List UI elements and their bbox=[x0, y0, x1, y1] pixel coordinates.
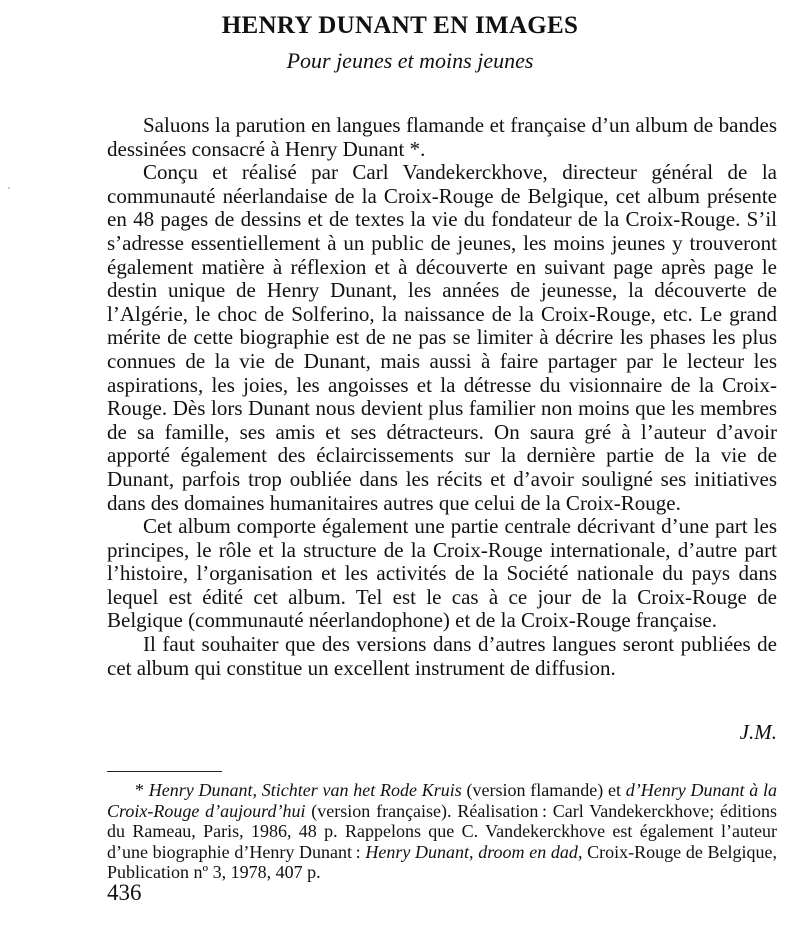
scan-speck bbox=[8, 187, 10, 189]
footnote bbox=[107, 780, 777, 883]
paragraph: Il faut souhaiter que des versions dans d’autres langues seront publiées de cet album qui constitue un excellent instrument de diffusion. bbox=[107, 632, 777, 680]
footnote-text bbox=[107, 780, 777, 883]
footnote-title: Henry Dunant, Stichter van het Rode Kruis bbox=[148, 780, 462, 800]
page-number: 436 bbox=[107, 880, 142, 905]
article-body bbox=[107, 114, 777, 680]
footnote-span: , Croix-Rouge de Belgique, Publication nº 3, 1978, 407 p. bbox=[107, 841, 777, 882]
footnote-title: d’Henry Dunant à la Croix-Rouge d’aujourd’hui bbox=[107, 780, 778, 821]
footnote-divider bbox=[107, 771, 222, 772]
footnote-span: (version française). Réalisation : Carl Vandekerckhove; éditions du Rameau, Paris, 1986, 48 p. Rappelons que C. Vandekerckhove est également l’auteur d’une biographie d’Henry Dunant : bbox=[107, 800, 778, 862]
paragraph: Conçu et réalisé par Carl Vandekerckhove, directeur général de la communauté néerlandaise de la Croix-Rouge de Belgique, cet album présente en 48 pages de dessins et de textes la vie du fondateur de la Croix-Rouge. S’il s’adresse essentiellement à un public de jeunes, les moins jeunes y trouveront également matière à réflexion et à découverte en suivant page après page le destin unique de Henry Dunant, les années de jeunesse, la découverte de l’Algérie, le choc de Solferino, la naissance de la Croix-Rouge, etc. Le grand mérite de cette biographie est de ne pas se limiter à décrire les phases les plus connues de la vie de Dunant, mais aussi à faire partager par le lecteur les aspirations, les joies, les angoisses et la détresse du visionnaire de la Croix-Rouge. Dès lors Dunant nous devient plus familier non moins que les membres de sa famille, ses amis et ses détracteurs. On saura gré à l’auteur d’avoir apporté également des éclaircissements sur la dernière partie de la vie de Dunant, parfois trop oubliée dans les récits et d’avoir souligné ses initiatives dans des domaines humanitaires autres que celui de la Croix-Rouge. bbox=[107, 160, 777, 515]
paragraph: Cet album comporte également une partie centrale décrivant d’une part les principes, le rôle et la structure de la Croix-Rouge internationale, d’autre part l’histoire, l’organisation et les activités de la Société nationale du pays dans lequel est édité cet album. Tel est le cas à ce jour de la Croix-Rouge de Belgique (communauté néerlandophone) et de la Croix-Rouge française. bbox=[107, 514, 777, 633]
footnote-marker: * bbox=[135, 780, 149, 800]
footnote-title: Henry Dunant, droom en dad bbox=[365, 841, 578, 862]
article-title: HENRY DUNANT EN IMAGES bbox=[221, 11, 579, 39]
paragraph: Saluons la parution en langues flamande et française d’un album de bandes dessinées consacré à Henry Dunant *. bbox=[107, 113, 777, 161]
footnote-span: (version flamande) et bbox=[461, 780, 626, 800]
author-signature: J.M. bbox=[739, 720, 777, 744]
article-subtitle: Pour jeunes et moins jeunes bbox=[286, 48, 534, 73]
